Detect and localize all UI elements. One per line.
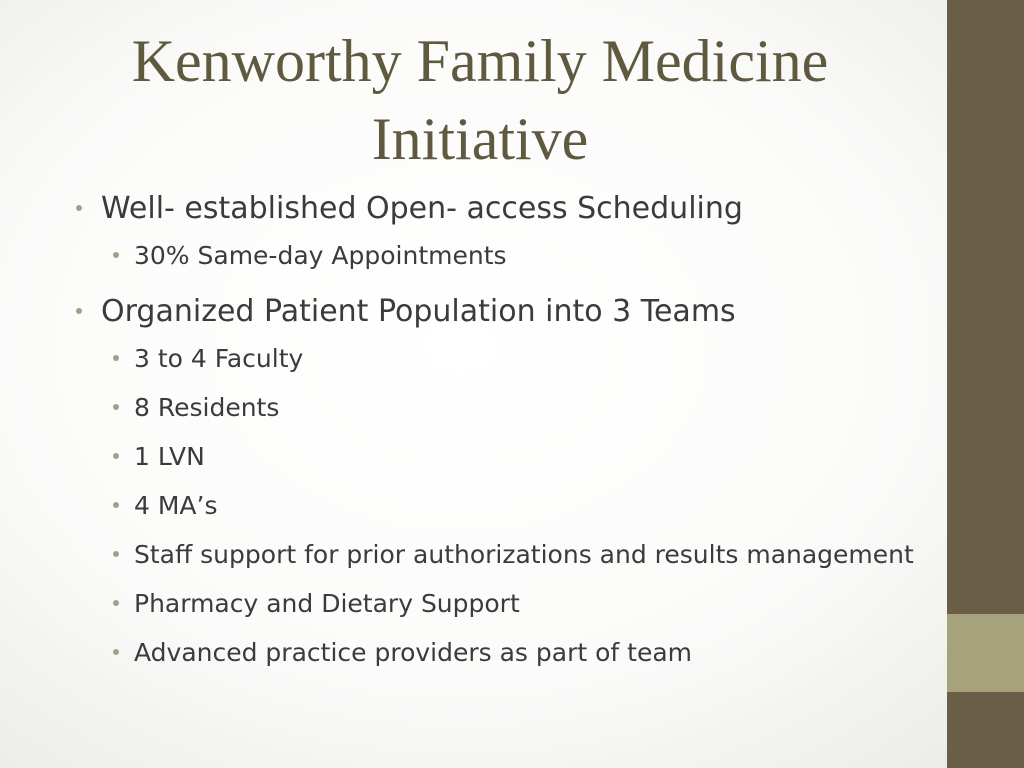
bullet-teams (70, 289, 930, 335)
bullet-text: Well- established Open- access Scheduling (101, 191, 743, 226)
decorative-sidebar-accent (947, 614, 1024, 692)
sub-bullet-text: 3 to 4 Faculty (134, 344, 304, 373)
bullet-text: Organized Patient Population into 3 Teams (101, 294, 736, 329)
sub-bullet-faculty (70, 339, 930, 379)
bullet-dot-icon (113, 404, 119, 410)
bullet-dot-icon (113, 453, 119, 459)
bullet-dot-icon (113, 551, 119, 557)
sub-bullet-text: 8 Residents (134, 393, 280, 422)
sub-bullet-text: Staff support for prior authorizations and results management (134, 540, 914, 569)
bullet-dot-icon (113, 252, 119, 258)
sub-bullet-ma (70, 486, 930, 526)
sub-bullet-text: 1 LVN (134, 442, 205, 471)
sub-bullet-staff-support (70, 535, 930, 575)
bullet-dot-icon (76, 308, 82, 314)
sub-bullet-text: Advanced practice providers as part of team (134, 638, 693, 667)
sub-bullet-pharmacy (70, 584, 930, 624)
bullet-dot-icon (113, 649, 119, 655)
sub-bullet-text: Pharmacy and Dietary Support (134, 589, 520, 618)
bullet-dot-icon (113, 502, 119, 508)
sub-bullet-lvn (70, 437, 930, 477)
sub-bullet-residents (70, 388, 930, 428)
bullet-scheduling (70, 186, 930, 232)
sub-bullet-app (70, 633, 930, 673)
bullet-list (70, 186, 930, 682)
bullet-dot-icon (113, 600, 119, 606)
sub-bullet-text: 4 MA’s (134, 491, 218, 520)
sub-bullet-text: 30% Same-day Appointments (134, 241, 507, 270)
bullet-dot-icon (76, 205, 82, 211)
sub-bullet-same-day (70, 236, 930, 276)
slide-title: Kenworthy Family Medicine Initiative (131, 28, 829, 172)
bullet-dot-icon (113, 355, 119, 361)
